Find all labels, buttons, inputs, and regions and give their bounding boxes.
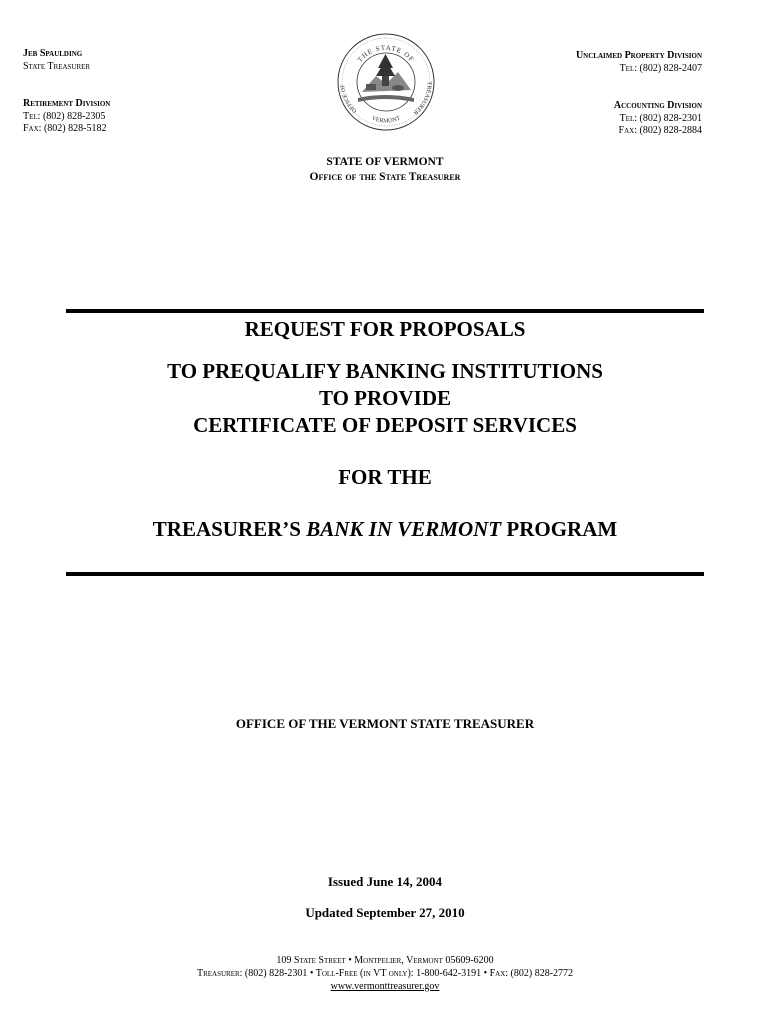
title-to-provide: TO PROVIDE bbox=[318, 386, 452, 410]
title-program-suffix: PROGRAM bbox=[506, 517, 618, 541]
accounting-fax: Fax: (802) 828-2884 bbox=[618, 125, 702, 136]
treasurer-name: Jeb Spaulding bbox=[23, 48, 83, 59]
svg-text:OFFICE OF bbox=[340, 83, 358, 113]
unclaimed-property-division: Unclaimed Property Division bbox=[575, 50, 702, 61]
treasurer-title: State Treasurer bbox=[23, 60, 91, 72]
seal-top-text: THE STATE OF bbox=[356, 43, 416, 64]
header-left bbox=[23, 48, 110, 136]
footer bbox=[0, 954, 770, 993]
footer-address: 109 State Street • Montpelier, Vermont 05609-6200 bbox=[276, 955, 494, 966]
retirement-tel: Tel: (802) 828-2305 bbox=[23, 110, 106, 122]
retirement-fax: Fax: (802) 828-5182 bbox=[23, 123, 107, 134]
accounting-tel: Tel: (802) 828-2301 bbox=[619, 112, 702, 124]
issued-date: Issued June 14, 2004 bbox=[327, 874, 443, 889]
website-link[interactable]: www.vermonttreasurer.gov bbox=[330, 981, 440, 992]
title-program bbox=[0, 516, 770, 543]
title-program-prefix: TREASURER’S bbox=[152, 517, 301, 541]
bottom-divider bbox=[66, 572, 704, 576]
title-rfp: REQUEST FOR PROPOSALS bbox=[244, 317, 526, 341]
title-program-italic: BANK IN VERMONT bbox=[306, 517, 502, 541]
header-right bbox=[576, 50, 702, 138]
state-seal-icon bbox=[336, 32, 436, 132]
unclaimed-property-tel: Tel: (802) 828-2407 bbox=[619, 62, 702, 74]
retirement-division: Retirement Division bbox=[23, 98, 111, 109]
top-divider bbox=[66, 309, 704, 313]
seal-left-text: OFFICE OF bbox=[340, 84, 359, 114]
updated-date: Updated September 27, 2010 bbox=[305, 905, 465, 920]
svg-text:VERMONT bbox=[371, 115, 402, 124]
seal-bottom-text: VERMONT bbox=[370, 115, 402, 125]
seal-right-text: TREASURER bbox=[411, 81, 432, 116]
title-cd-services: CERTIFICATE OF DEPOSIT SERVICES bbox=[193, 413, 577, 437]
document-title bbox=[0, 316, 770, 543]
title-for-the: FOR THE bbox=[338, 465, 432, 489]
title-prequalify: TO PREQUALIFY BANKING INSTITUTIONS bbox=[167, 359, 603, 383]
accounting-division: Accounting Division bbox=[613, 100, 702, 111]
state-block bbox=[0, 155, 770, 185]
state-of-vermont: STATE OF VERMONT bbox=[326, 156, 444, 168]
footer-contacts: Treasurer: (802) 828-2301 • Toll-Free (in VT only): 1-800-642-3191 • Fax: (802) 828-2772 bbox=[196, 968, 574, 979]
office-line: OFFICE OF THE VERMONT STATE TREASURER bbox=[235, 716, 535, 731]
office-of-state-treasurer: Office of the State Treasurer bbox=[309, 171, 461, 183]
